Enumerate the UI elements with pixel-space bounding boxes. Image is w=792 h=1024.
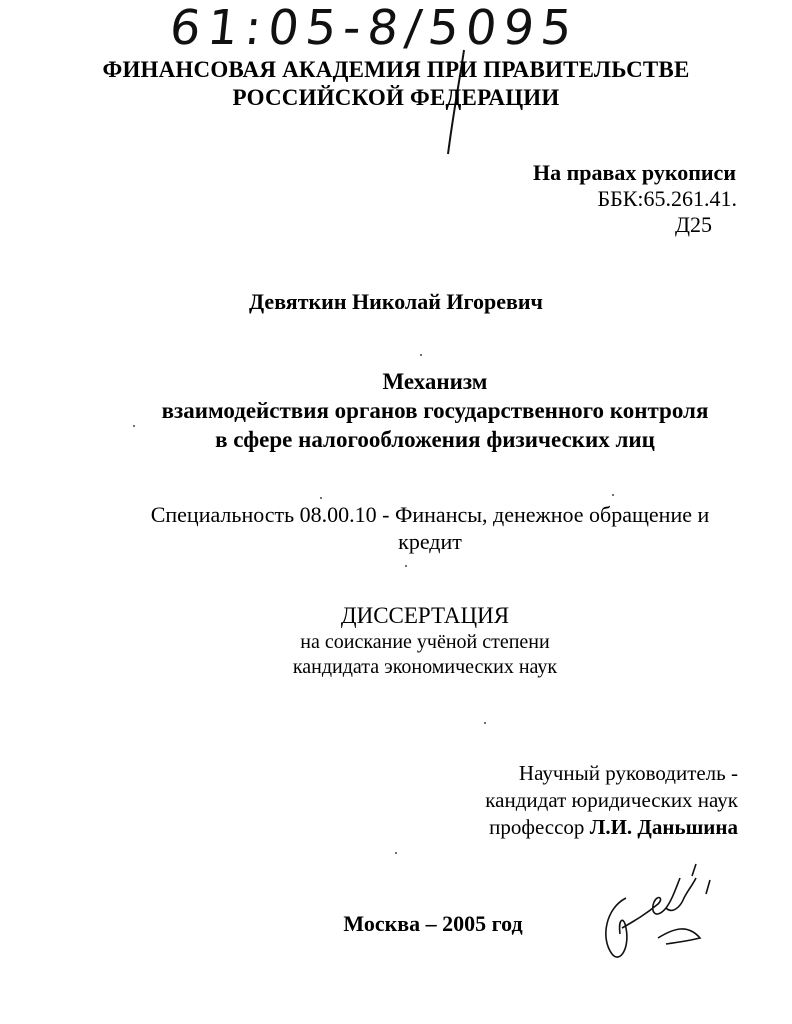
- advisor-title-line: [485, 814, 738, 841]
- dissertation-degree-line-1: на соискание учёной степени: [300, 631, 550, 653]
- organization-line-2: РОССИЙСКОЙ ФЕДЕРАЦИИ: [232, 85, 560, 110]
- thesis-title: [130, 367, 740, 454]
- scan-speck: [612, 494, 614, 496]
- scan-speck: [320, 497, 322, 499]
- speciality: Специальность 08.00.10 - Финансы, денежное обращение и кредит: [150, 502, 710, 554]
- thesis-title-line-2: взаимодействия органов государственного контроля: [161, 398, 709, 423]
- author-name: Девяткин Николай Игоревич: [249, 289, 543, 314]
- advisor-title: профессор: [489, 815, 590, 839]
- advisor-degree: кандидат юридических наук: [485, 788, 738, 812]
- manuscript-block: [533, 160, 736, 238]
- signature-icon: [596, 858, 726, 968]
- advisor-block: [485, 760, 738, 841]
- bbk-code: ББК:65.261.41.: [597, 186, 737, 211]
- organization-line-1: ФИНАНСОВАЯ АКАДЕМИЯ ПРИ ПРАВИТЕЛЬСТВЕ: [102, 57, 690, 82]
- scan-speck: [484, 722, 486, 724]
- thesis-title-line-1: Механизм: [382, 369, 488, 394]
- dissertation-degree-line-2: кандидата экономических наук: [292, 656, 558, 678]
- scan-speck: [405, 565, 407, 567]
- advisor-role: Научный руководитель -: [518, 761, 738, 785]
- scan-speck: [133, 425, 135, 427]
- scan-speck: [395, 852, 397, 854]
- manuscript-rights: На правах рукописи: [532, 160, 736, 185]
- scan-speck: [420, 354, 422, 356]
- place-and-year: Москва – 2005 год: [343, 911, 523, 936]
- advisor-name: Л.И. Даньшина: [589, 815, 738, 839]
- dissertation-heading: ДИССЕРТАЦИЯ: [340, 603, 510, 628]
- dissertation-block: [160, 602, 690, 680]
- library-code: Д25: [674, 212, 712, 237]
- handwritten-archive-code: 61:05-8/5095: [167, 0, 582, 56]
- thesis-title-line-3: в сфере налогообложения физических лиц: [215, 427, 655, 452]
- organization-header: [0, 56, 792, 112]
